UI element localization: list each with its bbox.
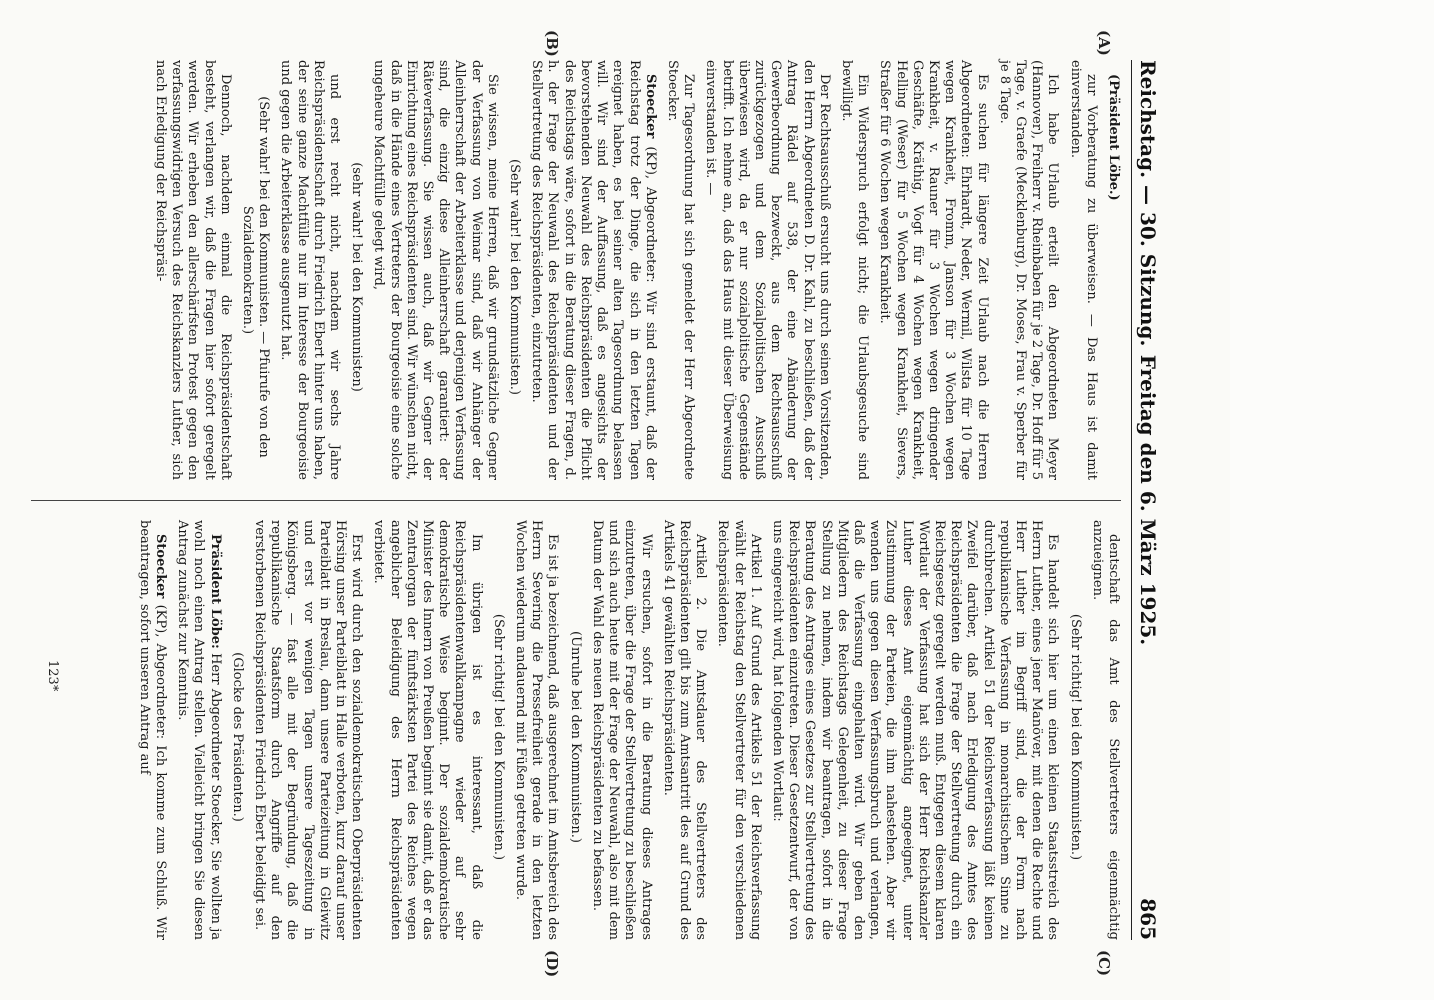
paragraph — [1089, 520, 1121, 940]
paragraph-text: dentschaft das Amt des Stellvertreters eigenmächtig anzueignen. — [1089, 520, 1121, 940]
header-left: Reichstag. — 30. Sitzung. — [1136, 60, 1160, 347]
paragraph-text: Zur Tagesordnung hat sich gemeldet der Herr Abgeordnete Stoecker. — [664, 60, 697, 480]
paragraph-text: Der Rechtsausschuß ersucht uns durch seinen Vorsitzenden, den Herrn Abgeordneten D. Dr. Kahl, zu beschließen, daß der Antrag Rädel auf 538, der eine Abänderung der Gewerbeordnung bezweckt, aus dem Rechtsausschuß zurückgezogen und dem Sozialpolitischen Ausschuß überwiesen wird, da er nur sozialpolitische Gegenstände betrifft. Ich nehme an, daß das Haus mit dieser Überweisung einverstanden ist. — — [703, 60, 832, 480]
paragraph — [152, 60, 233, 480]
paragraph — [512, 520, 561, 940]
paragraph-text: Ich habe Urlaub erteilt den Abgeordneten Meyer (Hannover), Freiherr v. Rheinbaben für je 2 Tage, Dr. Hoff für 5 Tage, v. Graefe (Mecklenburg), Dr. Moses, Frau v. Sperber für je 8 Tage. — [996, 60, 1061, 480]
paragraph — [714, 520, 763, 940]
paragraph — [251, 520, 364, 940]
header-date: Freitag den 6. März 1925. — [1136, 354, 1160, 646]
margin-mark-a: (A) — [1095, 30, 1113, 56]
paragraph — [370, 520, 483, 940]
paragraph — [702, 60, 832, 480]
speaker-name: Stoecker — [153, 534, 169, 599]
paragraph — [876, 60, 989, 480]
paragraph — [1105, 60, 1121, 480]
paragraph-text: (KP), Abgeordneter: Wir sind erstaunt, daß der Reichstag trotz der Dinge, die sich in den letzten Tagen ereignet haben, es bei seiner alten Tagesordnung belassen will. Wir sind der Auffassung, daß es angesichts der bevorstehenden Neuwahl des Reichspräsidenten die Pflicht des Reichstags wäre, sofort in die Beratung dieser Fragen, d. h. der Frage der Neuwahl des Reichspräsidenten und der Stellvertretung des Reichspräsidenten, einzutreten. — [529, 60, 658, 480]
paragraph-text: und erst recht nicht, nachdem wir sechs Jahre Reichspräsidentschaft durch Friedrich Ebert hinter uns haben, der seine ganze Machtfülle nur im Interesse der Bourgeoisie und gegen die Arbeiterklasse ausgenutzt hat. — [278, 60, 343, 480]
interjection: (Sehr wahr! bei den Kommunisten. — Pfuirufe von den Sozialdemokraten.) — [240, 96, 272, 458]
paragraph-text: Artikel 2. Die Amtsdauer des Stellvertreters des Reichspräsidenten gilt bis zum Amtsantritt des auf Grund des Artikels 41 gewählten Reichspräsidenten. — [660, 520, 709, 940]
paragraph-text: Es suchen für längere Zeit Urlaub nach die Herren Abgeordneten: Ehrhardt, Neder, Wermil, Wilsta für 10 Tage wegen Krankheit, Fromm, Janson für 3 Wochen wegen Krankheit, v. Rauner für 3 Wochen wegen dringender Geschäfte, Kräthig, Vogt für 4 Wochen wegen Krankheit, Helling (Weser) für 5 Wochen wegen Krankheit, Sievers, Straßer für 6 Wochen wegen Krankheit. — [877, 60, 990, 480]
paragraph — [1066, 60, 1098, 480]
interjection: (sehr wahr! bei den Kommunisten) — [349, 162, 365, 392]
paragraph-text: Wir ersuchen, sofort in die Beratung dieses Antrages einzutreten, über die Frage der Stellvertretung zu beschließen und sich auch heute mit der Frage der Neuwahl, also mit dem Datum der Wahl des neuen Reichspräsidenten zu befassen. — [589, 520, 654, 940]
paragraph — [174, 520, 223, 940]
page-header — [1131, 60, 1160, 940]
paragraph-text: Es ist ja bezeichnend, daß ausgerechnet im Amtsbereich des Herrn Severing die Pressefreiheit gerade in den letzten Wochen wiederum andauernd mit Füßen getreten wurde. — [513, 520, 561, 940]
interjection: (Sehr richtig! bei den Kommunisten.) — [490, 613, 506, 861]
paragraph — [660, 520, 709, 940]
left-column — [146, 60, 1121, 480]
paragraph-text: (KP), Abgeordneter: Ich komme zum Schluß. Wir beantragen, sofort unseren Antrag auf — [136, 520, 169, 940]
margin-mark-d: (D) — [543, 950, 561, 978]
paragraph — [589, 520, 654, 940]
margin-mark-b: (B) — [543, 30, 561, 57]
paragraph-text: Artikel 1. Auf Grund des Artikels 51 der Reichsverfassung wählt der Reichstag den Stellvertreter für den verschiedenen Reichspräsidenten. — [715, 520, 763, 940]
paragraph — [136, 520, 168, 940]
paragraph — [664, 60, 696, 480]
speaker-name: Präsident Löbe: — [207, 534, 223, 649]
signature-mark: 123* — [45, 660, 60, 692]
paragraph — [277, 60, 342, 480]
margin-mark-c: (C) — [1095, 950, 1113, 977]
paragraph-text: zur Vorberatung zu überweisen. — Das Haus ist damit einverstanden. — [1067, 60, 1099, 480]
paragraph-text: Herr Abgeordneter Stoecker, Sie wollten ja wohl noch einen Antrag stellen. Vielleicht bringen Sie diesen Antrag zunächst zur Kenntnis. — [175, 520, 223, 940]
interjection: (Sehr richtig! bei den Kommunisten.) — [1067, 613, 1083, 861]
speaker-name: (Präsident Löbe.) — [1106, 74, 1121, 201]
page-number: 865 — [1136, 898, 1160, 940]
paragraph-text: Es handelt sich hier um einen kleinen Staatsstreich des Herrn Luther, eines jener Manöver, mit denen die Rechte und Herr Luther im Begriff sind, die der Form nach republikanische Verfassung in monarchistischem Sinne zu durchbrechen. Artikel 51 der Reichsverfassung läßt keinen Zweifel darüber, daß nach Erledigung des Amtes des Reichspräsidenten die Frage der Stellvertretung durch ein Reichsgesetz geregelt werden muß. Entgegen diesem klaren Wortlaut der Verfassung hat sich der Herr Reichskanzler Luther dieses Amt eigenmächtig angeeignet, unter Zustimmung der Parteien, die ihm nahestehen. Aber wir wenden uns gegen diesen Verfassungsbruch und verlangen, daß die Verfassung eingehalten wird. Wir geben den Mitgliedern des Reichstags Gelegenheit, zu dieser Frage Stellung zu nehmen, indem wir beantragen, sofort in die Beratung des Antrages eines Gesetzes zur Stellvertretung des Reichspräsidenten einzutreten. Dieser Gesetzentwurf, der von uns eingereicht wird, hat folgenden Wortlaut: — [769, 520, 1061, 940]
column-divider — [31, 500, 1121, 501]
right-column — [130, 520, 1121, 940]
interjection: (Sehr wahr! bei den Kommunisten.) — [507, 159, 523, 395]
speaker-name: Stoecker — [642, 74, 658, 139]
paragraph-text: Ein Widerspruch erfolgt nicht; die Urlaubsgesuche sind bewilligt. — [838, 60, 871, 480]
paragraph-text: Im übrigen ist es interessant, daß die Reichspräsidentenwahlkampagne wieder auf sehr demokratische Weise beginnt. Der sozialdemokratische Minister des Innern von Preußen beginnt sie damit, daß er das Zentralorgan der fünftstärksten Partei des Reiches wegen angeblicher Beleidigung des Herrn Reichspräsidenten verbietet. — [371, 520, 484, 940]
paragraph — [528, 60, 658, 480]
paragraph-text: Dennoch, nachdem einmal die Reichspräsidentschaft besteht, verlangen wir, daß die Fragen hier sofort geregelt werden. Wir erheben den allerschärfsten Protest gegen den verfassungswidrigen Versuch des Reichskanzlers Luther, sich nach Erledigung der Reichspräsi- — [153, 60, 233, 480]
interjection: (Glocke des Präsidenten.) — [229, 652, 245, 822]
paragraph — [370, 60, 500, 480]
paragraph-text: Erst wird durch den sozialdemokratischen Oberpräsidenten Hörsing unser Parteiblatt in Halle verboten, kurz darauf unser Parteiblatt in Breslau, dann unsere Parteizeitung in Gleiwitz und erst vor wenigen Tagen unsere Tageszeitung in Königsberg. — fast alle mit der Begründung, daß die republikanische Staatsform durch Angriffe auf den verstorbenen Reichspräsidenten Friedrich Ebert beleidigt sei. — [252, 520, 365, 940]
paragraph — [996, 60, 1061, 480]
paragraph-text: Sie wissen, meine Herren, daß wir grundsätzliche Gegner der Verfassung von Weimar sind, daß wir Anhänger der Alleinherrschaft der Arbeiterklasse und derjenigen Verfassung sind, die einzig diese Alleinherrschaft garantiert: der Räteverfassung. Sie wissen auch, daß wir Gegner der Einrichtung eines Reichspräsidenten sind. Wir wünschen nicht, daß in die Hände eines Vertreters der Bourgeoisie eine solche ungeheure Machtfülle gelegt wird, — [371, 60, 500, 480]
paragraph — [769, 520, 1061, 940]
paragraph — [838, 60, 870, 480]
interjection: (Unruhe bei den Kommunisten.) — [567, 631, 583, 843]
